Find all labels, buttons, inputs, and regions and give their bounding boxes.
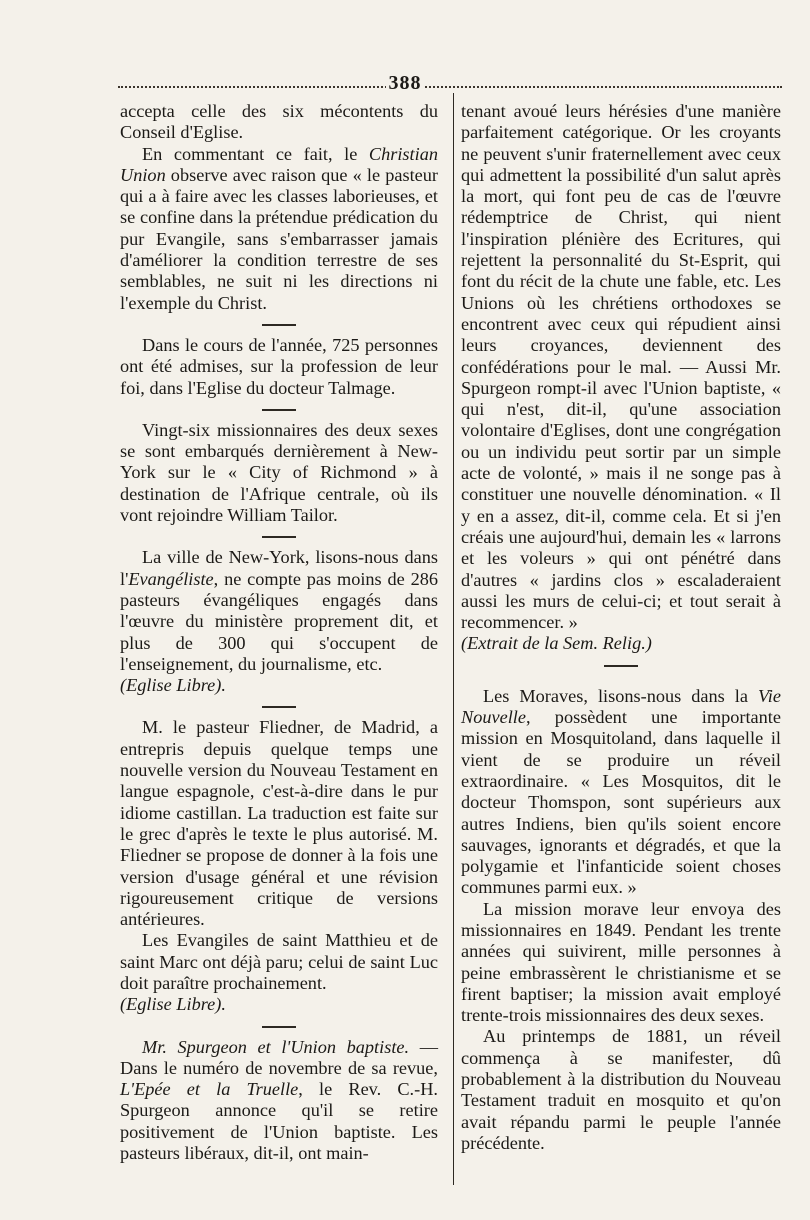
paragraph-new-york xyxy=(120,547,438,675)
paragraph-missionaries: Vingt-six missionnaires des deux sexes se sont embarqués dernièrement à New-York sur le « City of Richmond » à destination de l'Afrique centrale, où ils vont rejoindre William Tailor. xyxy=(120,419,438,526)
paragraph-text: En commentant ce fait, le xyxy=(142,143,369,164)
journal-title: Christian Union xyxy=(120,143,438,185)
source-citation: (Eglise Libre). xyxy=(120,994,226,1015)
paragraph-text: — Dans le numéro de novembre de sa revue, xyxy=(120,1036,438,1078)
right-column xyxy=(461,101,781,1154)
paragraph-text: , le Rev. C.-H. Spurgeon annonce qu'il se retire positivement de l'Union baptiste. Les pasteurs libéraux, dit-il, ont main- xyxy=(120,1079,438,1164)
paragraph-spurgeon xyxy=(120,1037,438,1165)
paragraph-fliedner: M. le pasteur Fliedner, de Madrid, a entrepris depuis quelque temps une nouvelle version du Nouveau Testament en langue espagnole, c'est-à-dire dans le pur idiome castillan. La traduction est faite sur le grec d'après le texte le plus autorisé. M. Fliedner se propose de donner à la fois une version d'usage général et une révision rigoureusement critique de versions antérieures. xyxy=(120,717,438,930)
paragraph-continuation: accepta celle des six mécontents du Conseil d'Eglise. xyxy=(120,101,438,143)
paragraph-text: observe avec raison que « le pasteur qui a à faire avec les classes laborieuses, et se confine dans la prétendue prédication du pur Evangile, sans s'embarrasser jamais d'améliorer la condition terrestre de ses semblables, ne suit ni les directions ni l'exemple du Christ. xyxy=(120,164,438,313)
paragraph-text: , possèdent une importante mission en Mosquitoland, dans laquelle il vient de se produire un réveil extraordinaire. « Les Mosquitos, dit le docteur Thomspon, sont supérieurs aux autres Indiens, bien qu'ils soient encore sauvages, ignorants et dégradés, et que la polygamie et l'infanticide soient choses communes parmi eux. » xyxy=(461,707,781,898)
section-separator xyxy=(120,526,438,547)
journal-title: Vie Nouvelle xyxy=(461,685,781,728)
paragraph-mission-morave: La mission morave leur envoya des missionnaires en 1849. Pendant les trente années qui suivirent, mille personnes à peine embrassèrent le christianisme et se firent baptiser; la mission avait employé trente-trois missionnaires des deux sexes. xyxy=(461,898,781,1026)
column-divider xyxy=(453,93,454,1185)
page-number xyxy=(0,72,810,95)
section-separator xyxy=(120,1016,438,1037)
paragraph-text: La ville de New-York, lisons-nous dans l' xyxy=(120,547,438,589)
paragraph-moraves xyxy=(461,686,781,899)
section-separator xyxy=(120,314,438,335)
source-citation: (Eglise Libre). xyxy=(120,675,226,696)
paragraph-talmage: Dans le cours de l'année, 725 personnes ont été admises, sur la profession de leur foi, dans l'Eglise du docteur Talmage. xyxy=(120,334,438,398)
journal-title: L'Epée et la Truelle xyxy=(120,1079,299,1100)
spacer xyxy=(461,676,781,686)
paragraph-evangiles xyxy=(120,930,438,994)
section-separator xyxy=(120,696,438,717)
section-separator xyxy=(461,655,781,676)
paragraph-continuation: tenant avoué leurs hérésies d'une manière parfaitement catégorique. Or les croyants ne peuvent s'unir fraternellement avec ceux qui admettent la possibilité d'un salut après la mort, qui font peu de cas de l'œuvre rédemptrice de Christ, qui nient l'inspiration plénière des Ecritures, qui rejettent la personnalité du St-Esprit, qui font du récit de la chute une fable, etc. Les Unions où les chrétiens orthodoxes se encontrent avec ceux qui répudient ainsi leurs croyances, deviennent des confédérations pour le mal. — Aussi Mr. Spurgeon rompt-il avec l'Union baptiste, « qui n'est, dit-il, qu'une association volontaire d'Eglises, dont une congrégation ou un individu peut sortir par un simple acte de volonté, » mais il ne songe pas à constituer une nouvelle dénomination. « Il y en a assez, dit-il, comme cela. Et si j'en créais une aujourd'hui, demain les « larrons et les voleurs » qui ont pénétré dans d'autres « jardins clos » escaladeraient aussi les murs de celui-ci; et tout serait à recommencer. » xyxy=(461,101,781,633)
page-number-text: 388 xyxy=(386,72,425,94)
paragraph-reveil: Au printemps de 1881, un réveil commença à se manifester, dû probablement à la distribution du Nouveau Testament traduit en mosquito et qu'on avait répandu parmi le peuple l'année précédente. xyxy=(461,1026,781,1153)
section-heading: Mr. Spurgeon et l'Union baptiste. xyxy=(142,1036,410,1057)
left-column xyxy=(120,101,438,1164)
paragraph-text: , ne compte pas moins de 286 pasteurs évangéliques engagés dans l'œuvre du ministère proprement dit, et plus de 300 qui s'occupent de l'enseignement, du journalisme, etc. xyxy=(120,568,438,674)
paragraph-christian-union xyxy=(120,144,438,314)
paragraph-text: Les Evangiles de saint Matthieu et de saint Marc ont déjà paru; celui de saint Luc doit paraître prochainement. xyxy=(120,930,438,993)
journal-title: Evangéliste xyxy=(128,568,214,589)
paragraph-text: Les Moraves, lisons-nous dans la xyxy=(483,685,758,706)
source-citation: (Extrait de la Sem. Relig.) xyxy=(461,633,652,654)
section-separator xyxy=(120,399,438,420)
